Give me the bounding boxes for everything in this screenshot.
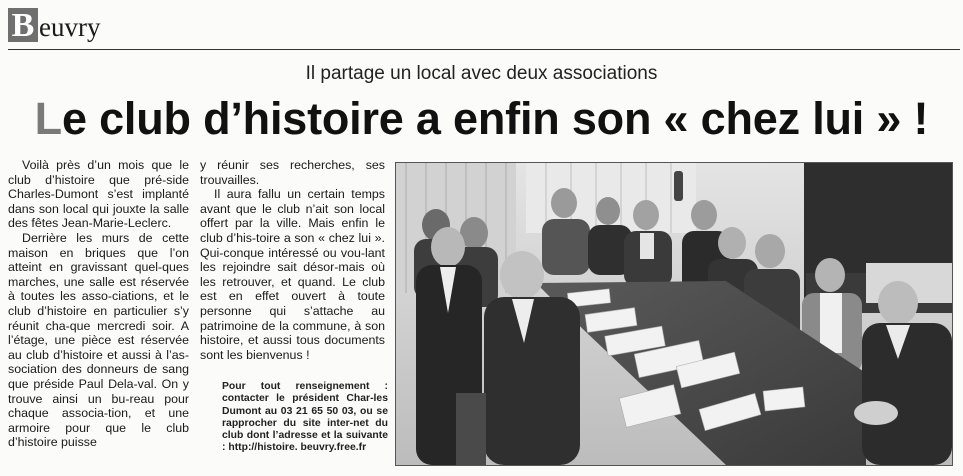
- paragraph: Derrière les murs de cette maison en briques que l’on atteint en gravissant quel-ques marches, une salle est réservée à toutes les asso-ciations, et le club d’histoire en particulier s’y réunit cha-que mercredi soir. A l’étage, une pièce est réservée au club d’histoire et aussi à l’as-sociation des donneurs de sang que préside Paul Dela-val. On y trouve ainsi un bu-reau pour chaque associa-tion, et une armoire pour que le club d’histoire puisse: [8, 230, 189, 450]
- article-column-1: [8, 158, 189, 450]
- header-rule: [8, 49, 960, 50]
- paragraph: Voilà près d’un mois que le club d’histoire que pré-side Charles-Dumont s’est implanté dans son local qui jouxte la salle des fêtes Jean-Marie-Leclerc.: [8, 158, 189, 231]
- photo-illustration: [396, 163, 952, 465]
- headline-initial: L: [34, 93, 62, 144]
- paragraph: y réunir ses recherches, ses trouvailles.: [200, 158, 385, 187]
- group-photo: [395, 162, 953, 466]
- paragraph: Il aura fallu un certain temps avant que le club n’ait son local offert par la ville. Mais enfin le club d’his-toire a son « chez lui ». Qui-conque intéressé ou vou-lant les rejoindre sait désor-mais où les retrouver, et quand. Le club est en effet ouvert à toute personne qui s’attache au patrimoine de la commune, à son histoire, et aussi tous documents sont les bienvenus !: [200, 187, 385, 362]
- rubric-rest: euvry: [39, 12, 101, 42]
- article-headline: [0, 90, 963, 148]
- rubric-initial: B: [8, 8, 38, 42]
- article-kicker: Il partage un local avec deux associations: [305, 63, 658, 84]
- section-rubric: [8, 6, 100, 42]
- contact-info-box: Pour tout renseignement : contacter le président Char-les Dumont au 03 21 65 50 03, ou se rapprocher du site inter-net du club dont l’adresse et la suivante : http://histoire. beuvry.free.fr: [222, 381, 388, 454]
- article-column-2: [200, 158, 385, 362]
- headline-rest: e club d’histoire a enfin son « chez lui » !: [61, 93, 929, 144]
